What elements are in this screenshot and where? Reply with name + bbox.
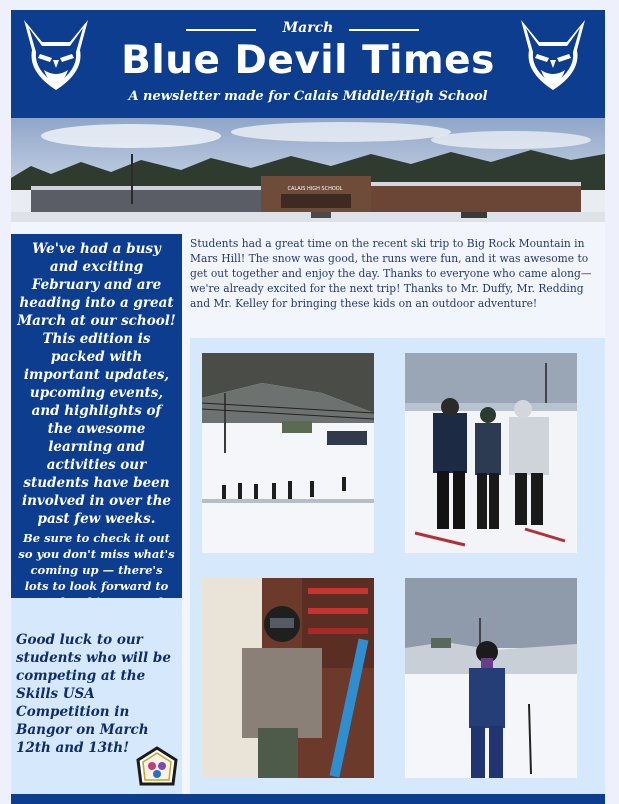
- newsletter-title: Blue Devil Times: [121, 38, 495, 83]
- blue-devil-logo-right: [517, 16, 589, 94]
- skills-usa-text: Good luck to our students who will be competing at the Skills USA Competition in Bangor on March 12th and 13th!: [16, 632, 171, 756]
- month-rule-right: [349, 29, 419, 31]
- intro-text: We've had a busy and exciting February and are heading into a great March at our school! This edition is packed with important updates, upcoming events, and highlights of the awesome learning and activities our students have been involved in over the past few weeks.: [17, 241, 176, 527]
- intro-subtext: Be sure to check it out so you don't miss what's coming up — there's lots to look forward to: [18, 531, 175, 593]
- month-label: March: [282, 20, 334, 36]
- intro-box: [11, 234, 182, 598]
- ski-trip-article: Students had a great time on the recent ski trip to Big Rock Mountain in Mars Hill! The snow was good, the runs were fun, and it was awesome to get out together and enjoy the day. Thanks to everyone who came along—we're already excited for the next trip! Thanks to Mr. Duffy, Mr. Redding and Mr. Kelley for bringing these kids on an outdoor adventure!: [190, 237, 592, 310]
- student-with-skis-photo: [202, 578, 374, 778]
- school-sign: CALAIS HIGH SCHOOL: [287, 186, 343, 192]
- single-skier-photo: [405, 578, 577, 778]
- ski-slope-photo: [202, 353, 374, 553]
- skillsusa-emblem-icon: [135, 746, 179, 790]
- three-skiers-photo: [405, 353, 577, 553]
- footer-bar: [11, 794, 605, 804]
- newsletter-tagline: A newsletter made for Calais Middle/High School: [128, 89, 488, 104]
- skills-usa-box: [11, 598, 182, 794]
- masthead-header: [11, 10, 605, 118]
- newsletter-page: [11, 10, 605, 804]
- school-building-photo: [11, 118, 605, 222]
